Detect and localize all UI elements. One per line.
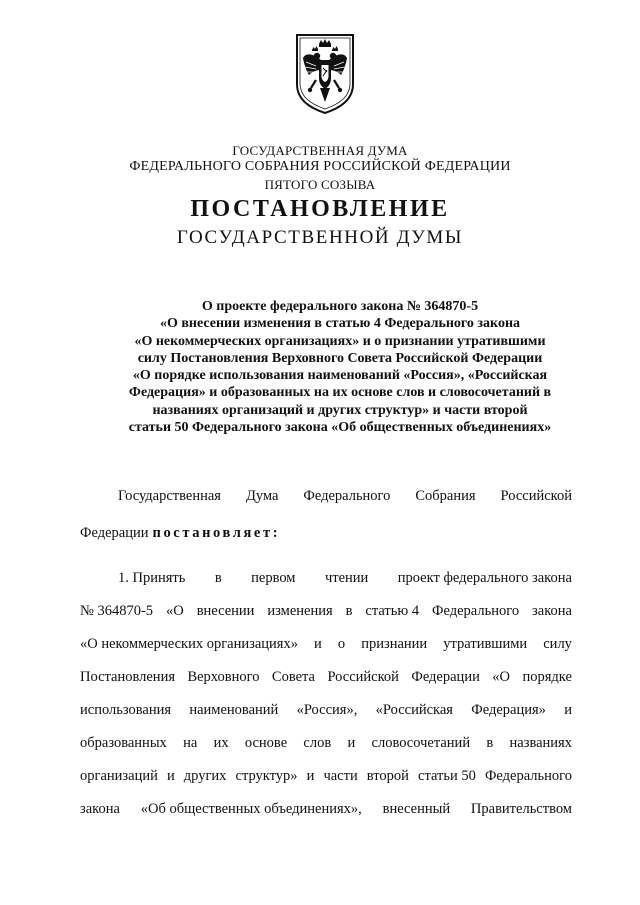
paragraph-line bbox=[80, 603, 572, 636]
word: «О bbox=[492, 669, 511, 685]
word: Федерального bbox=[303, 488, 391, 504]
coat-of-arms-icon bbox=[294, 32, 356, 116]
word: «О bbox=[166, 603, 184, 619]
word: и bbox=[166, 768, 175, 784]
word: Российской bbox=[327, 669, 399, 685]
word: первом bbox=[251, 570, 296, 586]
word: на bbox=[183, 735, 198, 751]
word: Дума bbox=[245, 488, 279, 504]
word: утратившими bbox=[443, 636, 528, 652]
word: образованных bbox=[80, 735, 167, 751]
word: названиях bbox=[509, 735, 572, 751]
resolves-word: постановляет: bbox=[152, 525, 281, 541]
header-duma: ГОСУДАРСТВЕННАЯ ДУМА bbox=[232, 143, 408, 158]
word: внесении bbox=[196, 603, 255, 619]
word: Правительством bbox=[470, 801, 572, 817]
word: других bbox=[183, 768, 227, 784]
word: изменения bbox=[267, 603, 333, 619]
word: Федерального bbox=[484, 768, 572, 784]
subject-line: статьи 50 Федерального закона «Об общественных объединениях» bbox=[128, 420, 552, 436]
word: Постановления bbox=[80, 669, 175, 685]
document-issuer: ГОСУДАРСТВЕННОЙ ДУМЫ bbox=[176, 227, 464, 248]
word: внесенный bbox=[382, 801, 451, 817]
word: Российской bbox=[500, 488, 572, 504]
word: использования bbox=[80, 702, 172, 718]
word: в bbox=[345, 603, 353, 619]
word: «О некоммерческих организациях» bbox=[80, 636, 298, 652]
word: части bbox=[323, 768, 358, 784]
resolution-intro bbox=[80, 488, 572, 557]
word: силу bbox=[543, 636, 572, 652]
paragraph-line bbox=[80, 801, 572, 834]
header-convocation: ПЯТОГО СОЗЫВА bbox=[264, 177, 376, 192]
word: организаций bbox=[80, 768, 158, 784]
word: Верховного bbox=[187, 669, 260, 685]
word: их bbox=[213, 735, 229, 751]
word: Федерация» bbox=[471, 702, 546, 718]
word: чтении bbox=[324, 570, 369, 586]
intro-line bbox=[80, 488, 572, 520]
word: структур» bbox=[235, 768, 298, 784]
word: в bbox=[486, 735, 494, 751]
word: и bbox=[347, 735, 356, 751]
word: о bbox=[337, 636, 346, 652]
word: Совета bbox=[271, 669, 315, 685]
subject-line: «О некоммерческих организациях» и о признании утратившими bbox=[134, 333, 546, 349]
intro-line bbox=[80, 525, 572, 557]
word: наименований bbox=[189, 702, 279, 718]
word: 1. Принять bbox=[118, 570, 186, 586]
document-subject bbox=[90, 298, 590, 436]
word: и bbox=[564, 702, 572, 718]
word: Собрания bbox=[415, 488, 476, 504]
word: основе bbox=[244, 735, 288, 751]
word: Федерации bbox=[80, 525, 149, 541]
item-1-paragraph bbox=[80, 570, 572, 834]
paragraph-line bbox=[80, 768, 572, 801]
word: закона bbox=[80, 801, 120, 817]
word: статью 4 bbox=[365, 603, 420, 619]
subject-line: названиях организаций и других структур» и части второй bbox=[152, 402, 528, 418]
header-federal-assembly: ФЕДЕРАЛЬНОГО СОБРАНИЯ РОССИЙСКОЙ ФЕДЕРАЦИИ bbox=[129, 159, 511, 174]
paragraph-line bbox=[80, 636, 572, 669]
word: статьи 50 bbox=[418, 768, 476, 784]
subject-line: О проекте федерального закона № 364870-5 bbox=[201, 299, 479, 314]
word: и bbox=[306, 768, 315, 784]
word: закона bbox=[532, 603, 572, 619]
word: словосочетаний bbox=[371, 735, 471, 751]
word: «Об общественных объединениях», bbox=[140, 801, 362, 817]
subject-line: Федерация» и образованных на их основе слов и словосочетаний в bbox=[128, 385, 552, 401]
word: проект федерального закона bbox=[397, 570, 572, 586]
word: слов bbox=[303, 735, 332, 751]
word: и bbox=[314, 636, 322, 652]
word: № 364870-5 bbox=[80, 603, 154, 619]
subject-line: «О внесении изменения в статью 4 Федерального закона bbox=[159, 316, 521, 332]
word: порядке bbox=[522, 669, 572, 685]
word: Государственная bbox=[118, 488, 221, 504]
paragraph-line bbox=[80, 702, 572, 735]
subject-line: силу Постановления Верховного Совета Российской Федерации bbox=[137, 350, 543, 366]
subject-line: «О порядке использования наименований «Россия», «Российская bbox=[132, 368, 548, 384]
word: признании bbox=[361, 636, 428, 652]
word: «Российская bbox=[375, 702, 453, 718]
paragraph-line bbox=[80, 669, 572, 702]
paragraph-line bbox=[80, 735, 572, 768]
word: в bbox=[214, 570, 222, 586]
word: «Россия», bbox=[296, 702, 358, 718]
paragraph-line bbox=[80, 570, 572, 603]
word: Федерального bbox=[432, 603, 520, 619]
word: Федерации bbox=[411, 669, 480, 685]
document-type-title: ПОСТАНОВЛЕНИЕ bbox=[190, 196, 450, 222]
word: второй bbox=[366, 768, 409, 784]
